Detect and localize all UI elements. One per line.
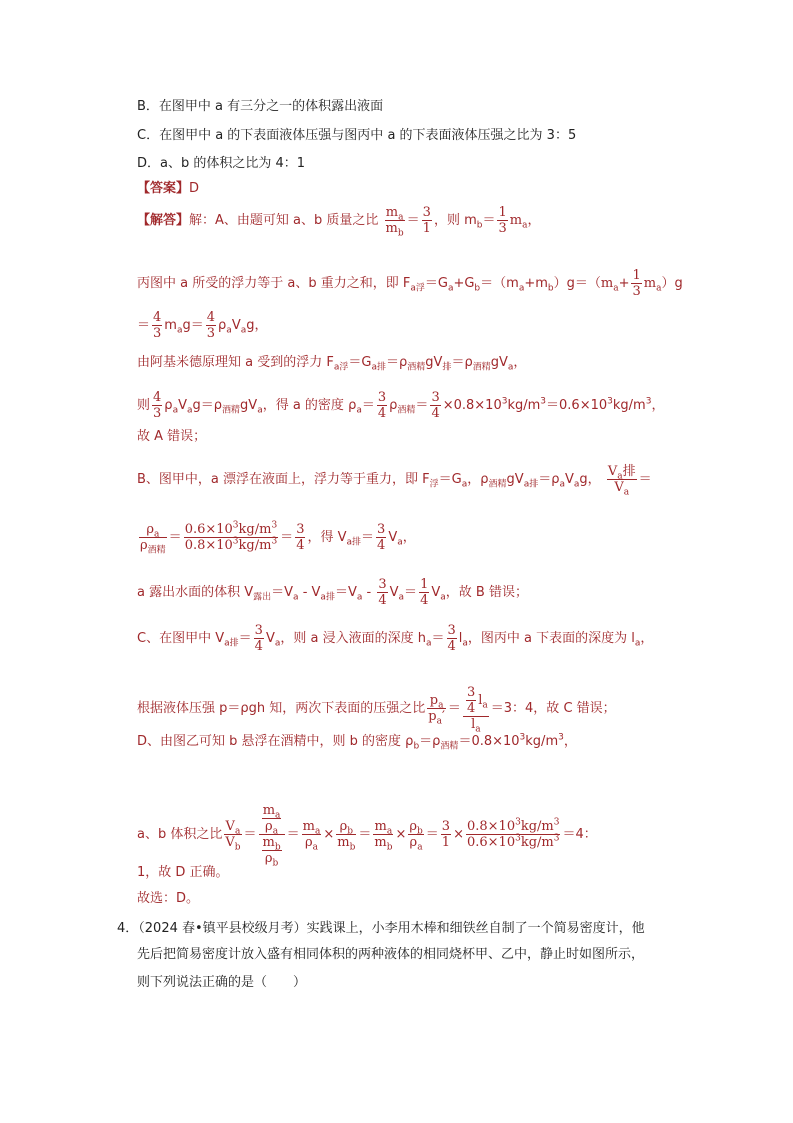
answer-value: D [189,181,200,196]
solution-line-6: 故 A 错误； [137,429,207,444]
answer-tag: 【答案】 [137,181,190,196]
solution-line-1: 【解答】解：A、由题可知 a、b 质量之比 $\frac{m_a}{m_b}$ ＝ $\frac{3}{1}$ ，则 $m_b=$ $\frac{1}{3}$ $m_a$， [137,205,541,239]
solution-line-11: 根据液体压强 p＝ρgh 知，两次下表面的压强之比 $\frac{p_a}{p_a'}$ ＝ $\frac{3}{4}$ $l_a$ $l_a$ ＝3：4，故 C 错误； [137,685,616,735]
solution-line-7: B、图甲中，a 漂浮在液面上，浮力等于重力，即 $F_浮=G_a$，$\rho_{酒精}gV_{a排}=\rho_aV_ag$， $\frac{V_a排}{V_a}$ ＝ [137,464,652,498]
solution-tag: 【解答】 [137,213,190,228]
solution-line-13: a、b 体积之比 $\frac{V_a}{V_b}$ ＝ $\frac{\frac{m_a}{\rho_a}}{\frac{m_b}{\rho_b}}$ ＝ $\frac{m_a}{\rho_a}$ × $\frac{\rho_b}{m_b}$ ＝ $\frac{m_a}{m_b}$ × $\frac{\rho_b}{\rho_a}$ ＝ $\frac{3}{1}$ × $\frac{0.8\times 10^3kg/m^3}{0.6\times 10^3kg/m^3}$ ＝4： [137,803,597,869]
solution-line-2: 丙图中 a 所受的浮力等于 a、b 重力之和，即 $F_{a浮}=G_a+G_b=(m_a+m_b)g=(m_a+$ $\frac{1}{3}$ $m_a)g$ [137,268,683,299]
question-4-line-2: 先后把简易密度计放入盛有相同体积的两种液体的相同烧杯甲、乙中，静止时如图所示， [137,947,645,962]
solution-line-14: 1，故 D 正确。 [137,865,229,880]
solution-line-3: ＝ $\frac{4}{3}$ $m_ag=$ $\frac{4}{3}$ $\rho_aV_ag$， [137,310,268,341]
fraction-3-1: $\frac{3}{1}$ [422,205,431,236]
solution-line-5: 则 $\frac{4}{3}$ $\rho_aV_ag=\rho_{酒精}gV_a$，得 a 的密度 $\rho_a=$ $\frac{3}{4}$ $\rho_{酒精}=$ $\frac{3}{4}$ $\times 0.8\times 10^3kg/m^3=0.6\times 10^3kg/m^3$， [137,390,665,421]
question-4-line-1: 4．（2024 春•镇平县校级月考）实践课上，小李用木棒和细铁丝自制了一个简易密度计，他 [117,921,645,936]
fraction-compound: $\frac{\frac{m_a}{\rho_a}}{\frac{m_b}{\rho_b}}$ [259,803,285,866]
option-d: D．a、b 的体积之比为 4：1 [137,156,306,171]
answer-line [137,180,199,198]
solution-line-4: 由阿基米德原理知 a 受到的浮力 $F_{a浮}=G_{a排}=\rho_{酒精}gV_排=\rho_{酒精}gV_a$， [137,355,527,373]
solution-line-15: 故选：D。 [137,891,200,906]
option-c: C．在图甲中 a 的下表面液体压强与图丙中 a 的下表面液体压强之比为 3：5 [137,128,577,143]
option-b: B．在图甲中 a 有三分之一的体积露出液面 [137,99,384,114]
solution-line-8: $\frac{\rho_a}{\rho_{酒精}}$ ＝ $\frac{0.6\times 10^3kg/m^3}{0.8\times 10^3kg/m^3}$ ＝ $\frac{3}{4}$ ，得 $V_{a排}=$ $\frac{3}{4}$ $V_a$， [140,520,416,556]
solution-line-9: a 露出水面的体积 $V_{露出}=V_a - V_{a排}=V_a$ - $\frac{3}{4}$ $V_a=$ $\frac{1}{4}$ $V_a$，故 B 错误； [137,577,528,608]
fraction-depth-ratio: $\frac{3}{4}$ $l_a$ $l_a$ [463,685,489,732]
fraction-va-pai-va: $\frac{V_a排}{V_a}$ [607,464,636,498]
solution-line-12: D、由图乙可知 b 悬浮在酒精中，则 b 的密度 $\rho_b=\rho_{酒精}=0.8\times 10^3kg/m^3$， [137,732,577,752]
solution-line-10: C、在图甲中 $V_{a排}=$ $\frac{3}{4}$ $V_a$，则 a 浸入液面的深度 $h_a=$ $\frac{3}{4}$ $l_a$，图丙中 a 下表面的深度为 $l_a$， [137,623,654,654]
question-4-line-3: 则下列说法正确的是（ ） [137,975,307,990]
fraction-ma-mb: $\frac{m_a}{m_b}$ [385,205,404,239]
